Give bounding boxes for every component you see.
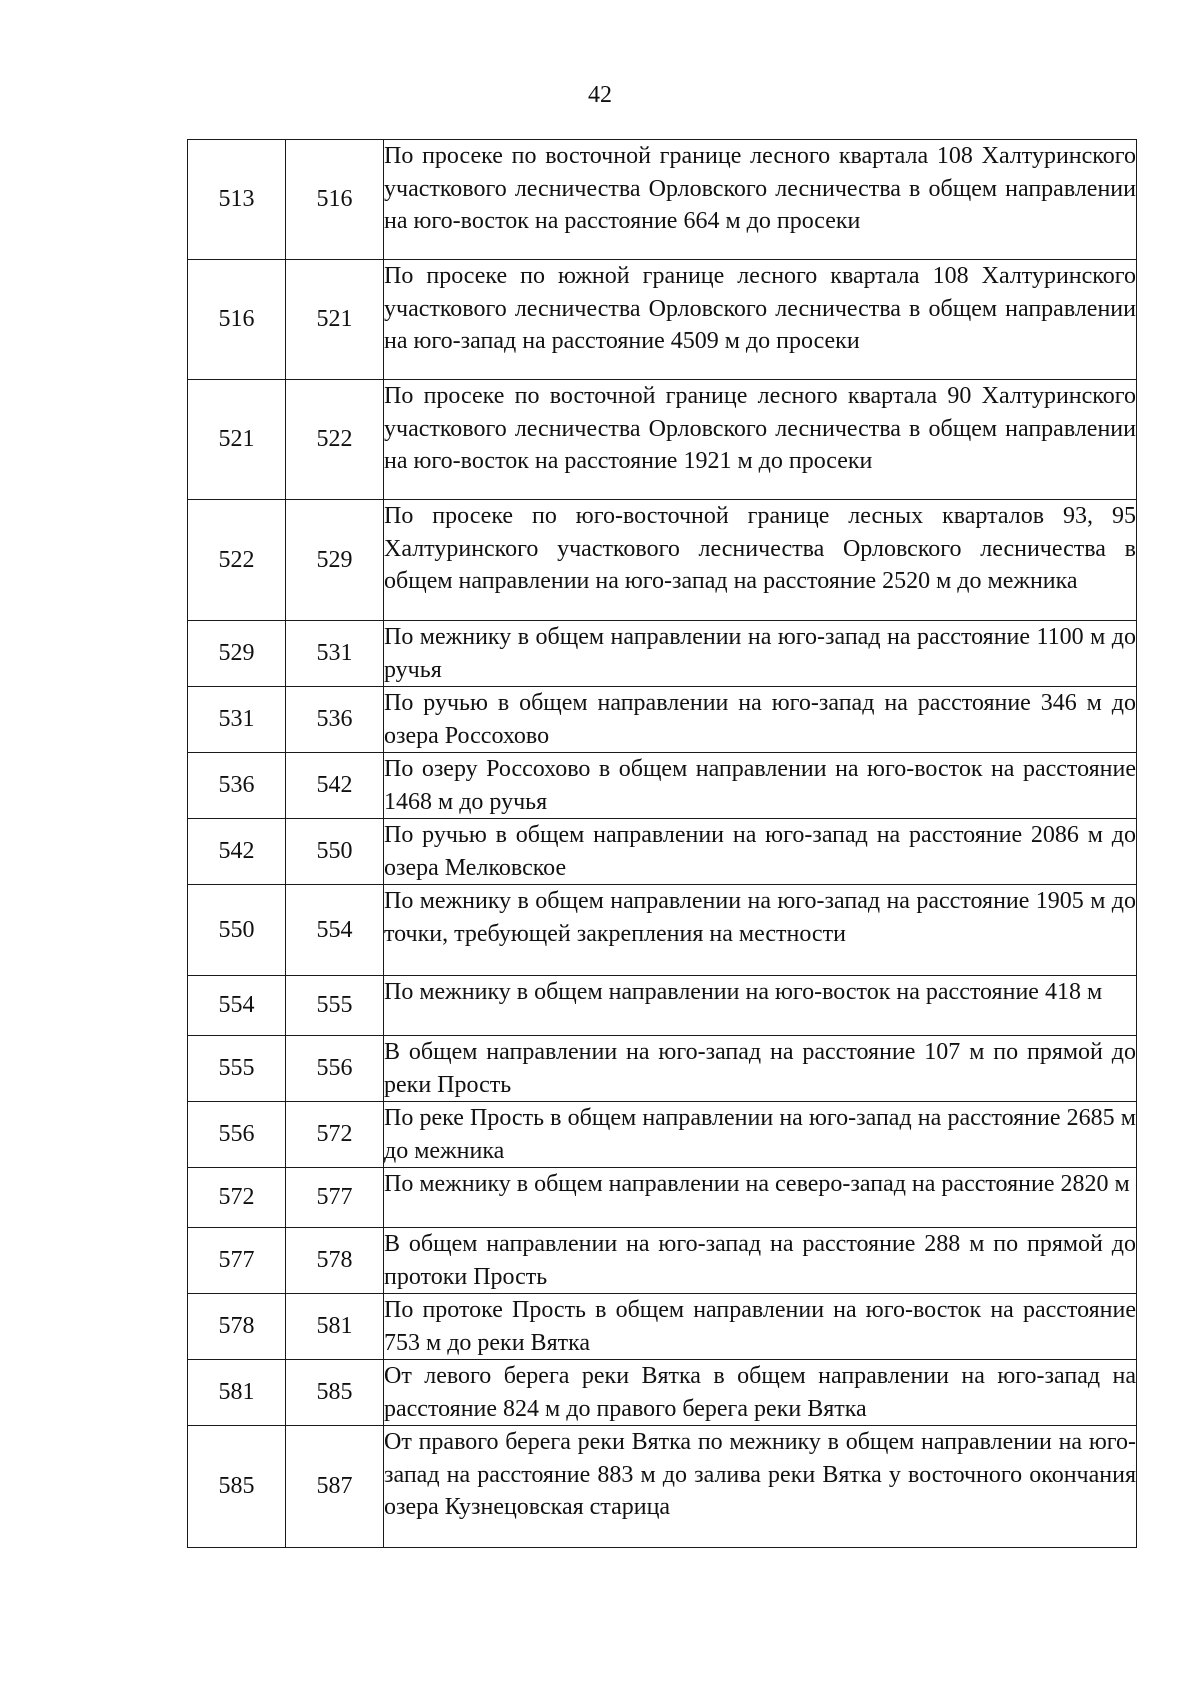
table-row xyxy=(188,885,1137,976)
from-point-cell: 531 xyxy=(188,687,286,753)
description-cell: По межнику в общем направлении на юго-восток на расстояние 418 м xyxy=(384,976,1137,1036)
to-point-cell: 531 xyxy=(286,621,384,687)
to-point-cell: 529 xyxy=(286,500,384,621)
to-point-cell: 521 xyxy=(286,260,384,380)
to-point-cell: 554 xyxy=(286,885,384,976)
table-row xyxy=(188,687,1137,753)
description-cell: По просеке по южной границе лесного квартала 108 Халтуринского участкового лесничества Орловского лесничества в общем направлении на юго-запад на расстояние 4509 м до просеки xyxy=(384,260,1137,380)
to-point-cell: 536 xyxy=(286,687,384,753)
description-cell: По озеру Россохово в общем направлении на юго-восток на расстояние 1468 м до ручья xyxy=(384,753,1137,819)
table-row xyxy=(188,1426,1137,1548)
to-point-cell: 587 xyxy=(286,1426,384,1548)
to-point-cell: 572 xyxy=(286,1102,384,1168)
description-cell: В общем направлении на юго-запад на расстояние 288 м по прямой до протоки Прость xyxy=(384,1228,1137,1294)
table-body xyxy=(188,140,1137,1548)
description-cell: По просеке по восточной границе лесного квартала 108 Халтуринского участкового лесничества Орловского лесничества в общем направлении на юго-восток на расстояние 664 м до просеки xyxy=(384,140,1137,260)
from-point-cell: 554 xyxy=(188,976,286,1036)
page-number: 42 xyxy=(588,82,612,108)
from-point-cell: 577 xyxy=(188,1228,286,1294)
table-row xyxy=(188,140,1137,260)
description-cell: По ручью в общем направлении на юго-запад на расстояние 346 м до озера Россохово xyxy=(384,687,1137,753)
table-row xyxy=(188,1228,1137,1294)
to-point-cell: 555 xyxy=(286,976,384,1036)
to-point-cell: 577 xyxy=(286,1168,384,1228)
from-point-cell: 578 xyxy=(188,1294,286,1360)
table-row xyxy=(188,1360,1137,1426)
to-point-cell: 522 xyxy=(286,380,384,500)
to-point-cell: 578 xyxy=(286,1228,384,1294)
from-point-cell: 516 xyxy=(188,260,286,380)
description-cell: По межнику в общем направлении на юго-запад на расстояние 1905 м до точки, требующей закрепления на местности xyxy=(384,885,1137,976)
description-cell: По ручью в общем направлении на юго-запад на расстояние 2086 м до озера Мелковское xyxy=(384,819,1137,885)
description-cell: От правого берега реки Вятка по межнику в общем направлении на юго-запад на расстояние 883 м до залива реки Вятка у восточного окончания озера Кузнецовская старица xyxy=(384,1426,1137,1548)
from-point-cell: 555 xyxy=(188,1036,286,1102)
from-point-cell: 536 xyxy=(188,753,286,819)
from-point-cell: 572 xyxy=(188,1168,286,1228)
table-row xyxy=(188,1168,1137,1228)
table-row xyxy=(188,1294,1137,1360)
description-cell: По просеке по юго-восточной границе лесных кварталов 93, 95 Халтуринского участкового лесничества Орловского лесничества в общем направлении на юго-запад на расстояние 2520 м до межника xyxy=(384,500,1137,621)
to-point-cell: 581 xyxy=(286,1294,384,1360)
table-row xyxy=(188,753,1137,819)
description-cell: По межнику в общем направлении на северо-запад на расстояние 2820 м xyxy=(384,1168,1137,1228)
description-cell: По реке Прость в общем направлении на юго-запад на расстояние 2685 м до межника xyxy=(384,1102,1137,1168)
to-point-cell: 585 xyxy=(286,1360,384,1426)
table-row xyxy=(188,260,1137,380)
table-row xyxy=(188,380,1137,500)
table-row xyxy=(188,621,1137,687)
to-point-cell: 556 xyxy=(286,1036,384,1102)
table-row xyxy=(188,976,1137,1036)
to-point-cell: 542 xyxy=(286,753,384,819)
from-point-cell: 521 xyxy=(188,380,286,500)
to-point-cell: 550 xyxy=(286,819,384,885)
from-point-cell: 556 xyxy=(188,1102,286,1168)
from-point-cell: 581 xyxy=(188,1360,286,1426)
table-row xyxy=(188,500,1137,621)
table-row xyxy=(188,819,1137,885)
from-point-cell: 550 xyxy=(188,885,286,976)
description-cell: По межнику в общем направлении на юго-запад на расстояние 1100 м до ручья xyxy=(384,621,1137,687)
from-point-cell: 522 xyxy=(188,500,286,621)
from-point-cell: 542 xyxy=(188,819,286,885)
description-cell: От левого берега реки Вятка в общем направлении на юго-запад на расстояние 824 м до правого берега реки Вятка xyxy=(384,1360,1137,1426)
from-point-cell: 529 xyxy=(188,621,286,687)
table-row xyxy=(188,1102,1137,1168)
table-row xyxy=(188,1036,1137,1102)
description-cell: В общем направлении на юго-запад на расстояние 107 м по прямой до реки Прость xyxy=(384,1036,1137,1102)
from-point-cell: 513 xyxy=(188,140,286,260)
boundary-description-table xyxy=(187,139,1137,1548)
from-point-cell: 585 xyxy=(188,1426,286,1548)
description-cell: По протоке Прость в общем направлении на юго-восток на расстояние 753 м до реки Вятка xyxy=(384,1294,1137,1360)
to-point-cell: 516 xyxy=(286,140,384,260)
description-cell: По просеке по восточной границе лесного квартала 90 Халтуринского участкового лесничества Орловского лесничества в общем направлении на юго-восток на расстояние 1921 м до просеки xyxy=(384,380,1137,500)
